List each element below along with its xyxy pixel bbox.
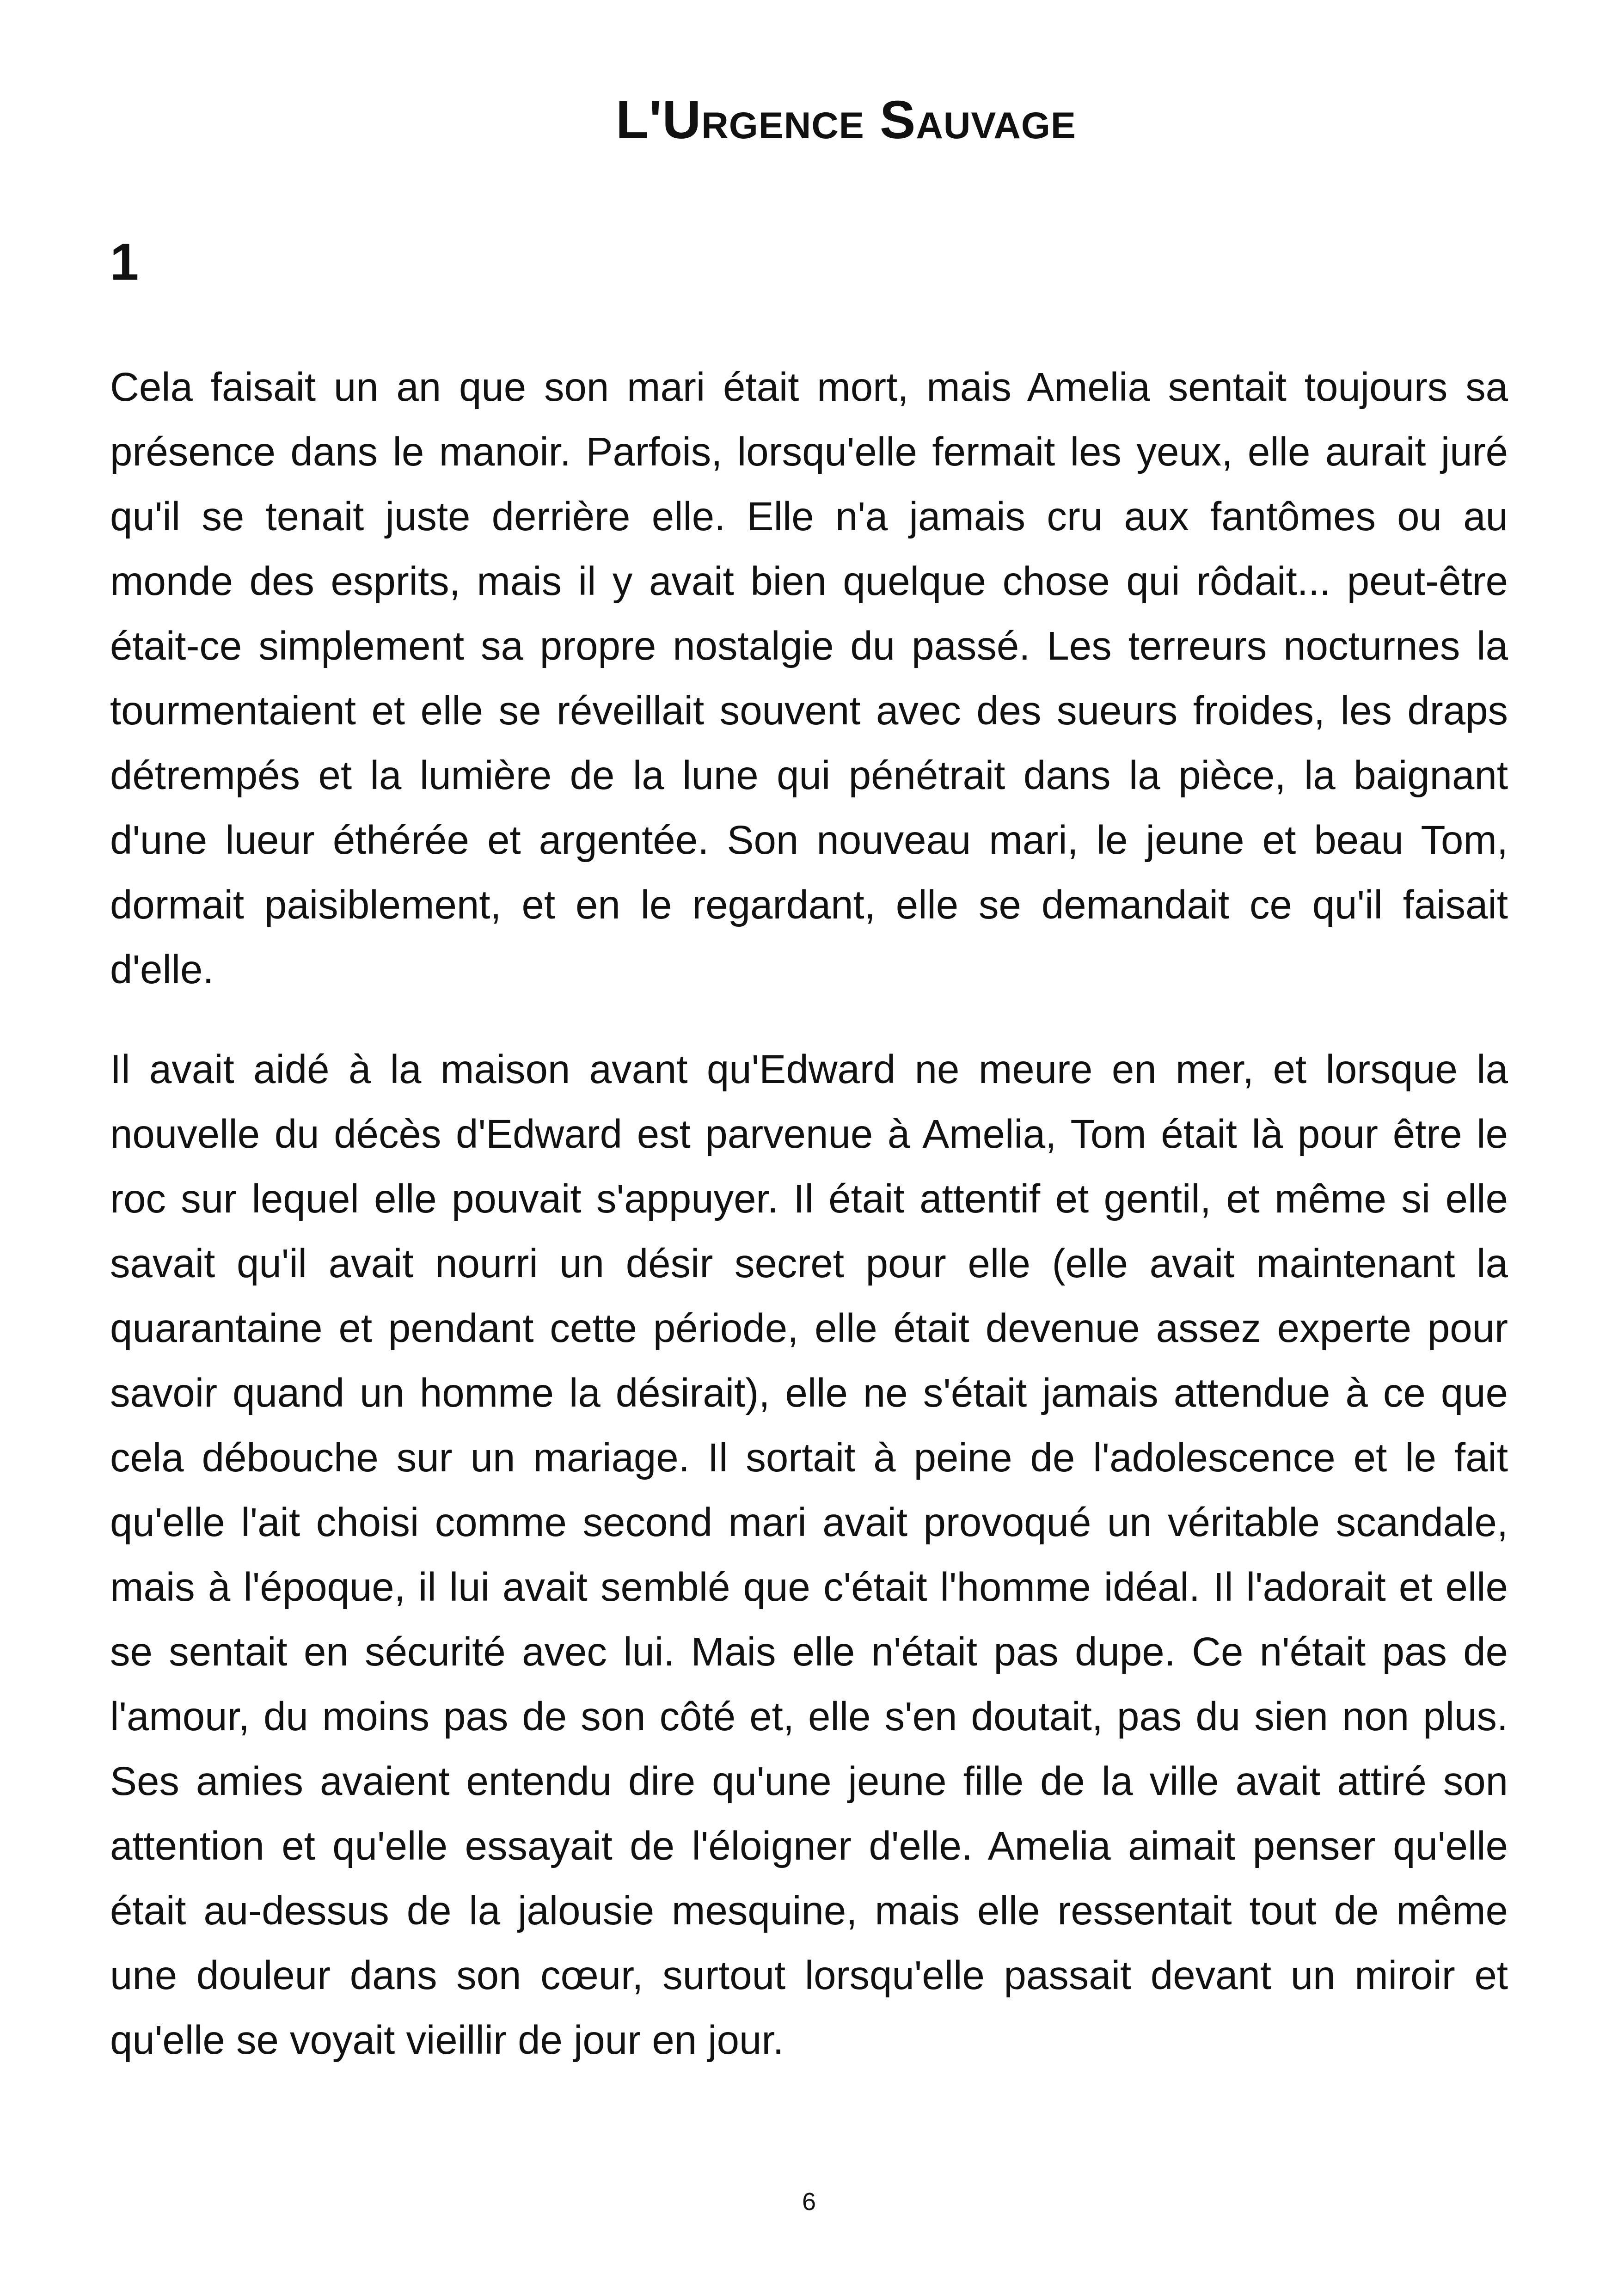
chapter-number: 1 — [110, 233, 139, 291]
paragraph-2: Il avait aidé à la maison avant qu'Edward ne meure en mer, et lorsque la nouvelle du décès d'Edward est parvenue à Amelia, Tom était là pour être le roc sur lequel elle pouvait s'appuyer. Il était attentif et gentil, et même si elle savait qu'il avait nourri un désir secret pour elle (elle avait maintenant la quarantaine et pendant cette période, elle était devenue assez experte pour savoir quand un homme la désirait), elle ne s'était jamais attendue à ce que cela débouche sur un mariage. Il sortait à peine de l'adolescence et le fait qu'elle l'ait choisi comme second mari avait provoqué un véritable scandale, mais à l'époque, il lui avait semblé que c'était l'homme idéal. Il l'adorait et elle se sentait en sécurité avec lui. Mais elle n'était pas dupe. Ce n'était pas de l'amour, du moins pas de son côté et, elle s'en doutait, pas du sien non plus. Ses amies avaient entendu dire qu'une jeune fille de la ville avait attiré son attention et qu'elle essayait de l'éloigner d'elle. Amelia aimait penser qu'elle était au-dessus de la jalousie mesquine, mais elle ressentait tout de même une douleur dans son cœur, surtout lorsqu'elle passait devant un miroir et qu'elle se voyait vieillir de jour en jour. — [110, 1047, 1508, 2063]
paragraph-1: Cela faisait un an que son mari était mort, mais Amelia sentait toujours sa présence dans le manoir. Parfois, lorsqu'elle fermait les yeux, elle aurait juré qu'il se tenait juste derrière elle. Elle n'a jamais cru aux fantômes ou au monde des esprits, mais il y avait bien quelque chose qui rôdait... peut-être était-ce simplement sa propre nostalgie du passé. Les terreurs nocturnes la tourmentaient et elle se réveillait souvent avec des sueurs froides, les draps détrempés et la lumière de la lune qui pénétrait dans la pièce, la baignant d'une lueur éthérée et argentée. Son nouveau mari, le jeune et beau Tom, dormait paisiblement, et en le regardant, elle se demandait ce qu'il faisait d'elle. — [110, 365, 1508, 992]
page-number: 6 — [802, 2188, 816, 2216]
book-title: L'Urgence Sauvage — [616, 90, 1076, 150]
chapter-body — [110, 355, 1508, 2108]
